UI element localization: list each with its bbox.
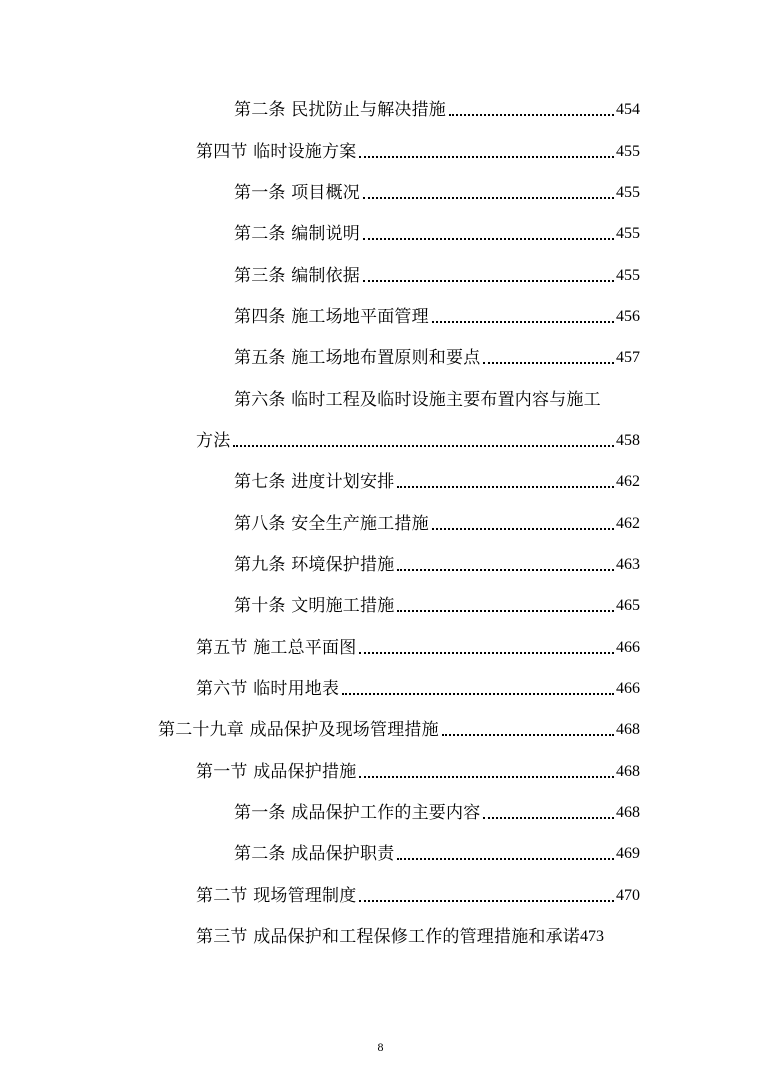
toc-entry[interactable] <box>234 842 640 866</box>
toc-entry-page: 465 <box>616 597 640 614</box>
toc-entry-page: 457 <box>616 349 640 366</box>
page-number: 8 <box>377 1040 384 1054</box>
toc-dot-leader <box>449 114 614 116</box>
toc-entry-page: 455 <box>616 184 640 201</box>
toc-dot-leader <box>397 858 614 860</box>
toc-dot-leader <box>359 900 614 902</box>
toc-entry-title: 第六节 临时用地表 <box>196 679 340 699</box>
toc-entry[interactable] <box>158 718 640 742</box>
toc-entry-title: 第八条 安全生产施工措施 <box>234 514 429 534</box>
toc-entry-title: 第一条 项目概况 <box>234 183 361 203</box>
toc-dot-leader <box>397 569 614 571</box>
toc-entry-title: 第一节 成品保护措施 <box>196 762 357 782</box>
toc-entry-page: 468 <box>616 721 640 738</box>
toc-entry[interactable] <box>196 636 640 660</box>
toc-entry-page: 470 <box>616 887 640 904</box>
toc-dot-leader <box>359 156 614 158</box>
toc-entry-page: 455 <box>616 225 640 242</box>
toc-entry[interactable] <box>234 98 640 122</box>
toc-dot-leader <box>359 776 614 778</box>
toc-dot-leader <box>397 610 614 612</box>
toc-entry-title: 第二十九章 成品保护及现场管理措施 <box>158 720 439 740</box>
toc-entry-title: 第五节 施工总平面图 <box>196 638 357 658</box>
toc-dot-leader <box>363 238 614 240</box>
toc-entry[interactable] <box>234 181 640 205</box>
toc-dot-leader <box>363 197 614 199</box>
toc-entry-title: 第二条 民扰防止与解决措施 <box>234 100 447 120</box>
toc-entry-title: 第十条 文明施工措施 <box>234 596 395 616</box>
toc-dot-leader <box>432 321 614 323</box>
toc-entry-title: 第九条 环境保护措施 <box>234 555 395 575</box>
toc-entry-title-wrapped[interactable]: 第六条 临时工程及临时设施主要布置内容与施工 <box>234 390 601 410</box>
toc-entry-title: 第二条 编制说明 <box>234 224 361 244</box>
toc-dot-leader <box>359 652 614 654</box>
toc-entry[interactable] <box>196 677 640 701</box>
toc-entry-page: 458 <box>616 432 640 449</box>
toc-dot-leader <box>483 817 614 819</box>
toc-entry-page: 468 <box>616 763 640 780</box>
toc-entry[interactable] <box>234 594 640 618</box>
toc-entry[interactable] <box>234 801 640 825</box>
toc-dot-leader <box>483 362 614 364</box>
toc-entry-page: 462 <box>616 473 640 490</box>
toc-entry[interactable] <box>234 222 640 246</box>
toc-entry[interactable] <box>196 760 640 784</box>
toc-entry-title: 第四条 施工场地平面管理 <box>234 307 429 327</box>
toc-entry-title: 第七条 进度计划安排 <box>234 472 395 492</box>
toc-entry-page: 466 <box>616 680 640 697</box>
toc-entry-page: 466 <box>616 639 640 656</box>
toc-entry-page: 468 <box>616 804 640 821</box>
toc-entry-title: 第三条 编制依据 <box>234 266 361 286</box>
toc-entry[interactable] <box>196 925 640 949</box>
toc-entry-page: 473 <box>580 928 605 945</box>
toc-entry-title: 第三节 成品保护和工程保修工作的管理措施和承诺 <box>196 927 581 947</box>
toc-entry-page: 455 <box>616 143 640 160</box>
toc-entry[interactable] <box>234 264 640 288</box>
toc-entry[interactable] <box>234 305 640 329</box>
toc-entry[interactable] <box>234 346 640 370</box>
toc-entry-page: 454 <box>616 101 640 118</box>
toc-entry-title: 第一条 成品保护工作的主要内容 <box>234 803 481 823</box>
toc-entry[interactable] <box>234 470 640 494</box>
toc-entry-page: 455 <box>616 267 640 284</box>
toc-entry[interactable] <box>234 553 640 577</box>
toc-entry[interactable] <box>234 512 640 536</box>
toc-dot-leader <box>342 693 614 695</box>
toc-dot-leader <box>233 445 614 447</box>
toc-dot-leader <box>363 280 614 282</box>
toc-dot-leader <box>432 528 614 530</box>
toc-entry[interactable] <box>196 884 640 908</box>
toc-entry-page: 456 <box>616 308 640 325</box>
toc-dot-leader <box>397 486 614 488</box>
toc-entry[interactable] <box>196 140 640 164</box>
toc-entry[interactable] <box>196 429 640 453</box>
toc-entry-title: 方法 <box>196 431 231 451</box>
toc-entry-title: 第二条 成品保护职责 <box>234 844 395 864</box>
toc-dot-leader <box>442 734 614 736</box>
toc-entry-page: 463 <box>616 556 640 573</box>
toc-entry-page: 469 <box>616 845 640 862</box>
toc-entry-page: 462 <box>616 515 640 532</box>
toc-entry-title: 第五条 施工场地布置原则和要点 <box>234 348 481 368</box>
toc-entry-title: 第二节 现场管理制度 <box>196 886 357 906</box>
toc-entry-title: 第四节 临时设施方案 <box>196 142 357 162</box>
